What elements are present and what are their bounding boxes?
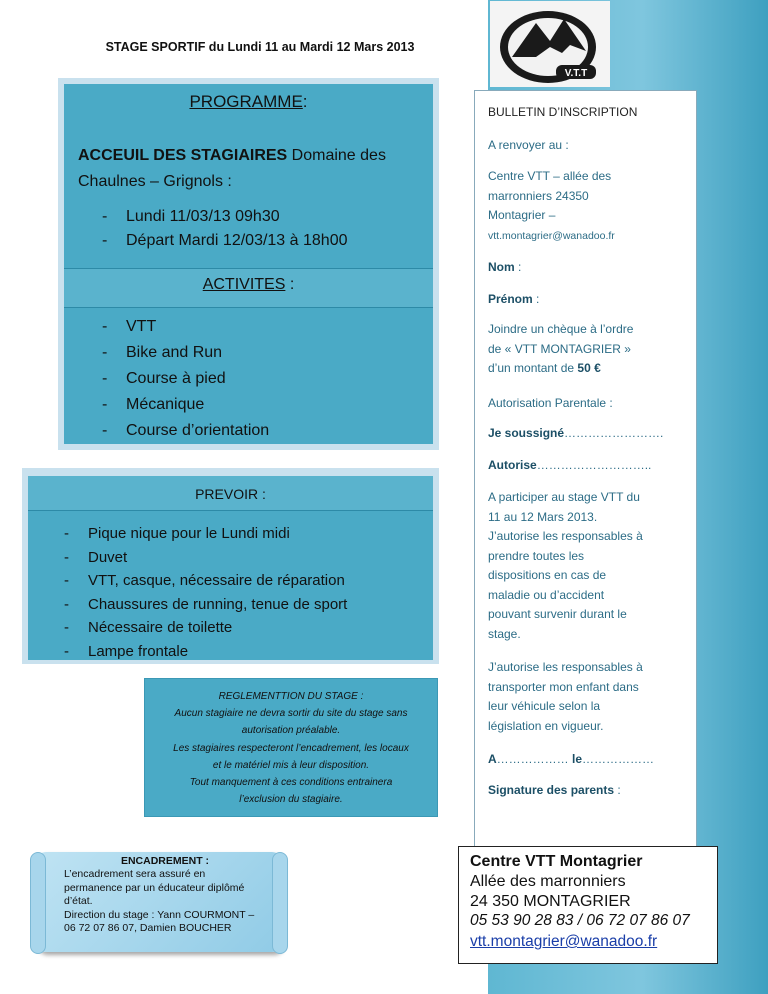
logo-text: V.T.T: [564, 68, 588, 79]
prevoir-item: - VTT, casque, nécessaire de réparation: [64, 569, 347, 593]
date-item: - Lundi 11/03/13 09h30: [102, 205, 347, 229]
dates-list: [102, 205, 347, 253]
prevoir-item: - Nécessaire de toilette: [64, 616, 347, 640]
bulletin-address: Centre VTT – allée des marronniers 24350 Montagrier –: [488, 169, 612, 222]
encadrement-title: ENCADREMENT :: [120, 855, 210, 867]
autorise-field: Autorise………………………..: [488, 458, 652, 472]
activites-list: [102, 314, 269, 444]
nom-field: Nom :: [488, 260, 522, 274]
activite-item: - Course d’orientation: [102, 418, 269, 444]
contact-email-link[interactable]: vtt.montagrier@wanadoo.fr: [470, 933, 658, 950]
programme-title: PROGRAMME:: [189, 92, 308, 111]
prevoir-item: - Lampe frontale: [64, 640, 347, 664]
autorisation-title: Autorisation Parentale :: [488, 396, 613, 410]
activite-item: - Bike and Run: [102, 340, 269, 366]
prenom-field: Prénom :: [488, 292, 540, 306]
activite-item: - VTT: [102, 314, 269, 340]
renvoyer-text: A renvoyer au :: [488, 138, 569, 152]
contact-phones: 05 53 90 28 83 / 06 72 07 86 07: [470, 912, 690, 929]
activites-title: ACTIVITES :: [202, 276, 295, 293]
prevoir-item: - Chaussures de running, tenue de sport: [64, 593, 347, 617]
lieu-date-field: A……………… le………………: [488, 752, 655, 766]
prevoir-title: PREVOIR :: [195, 486, 266, 502]
cheque-text: Joindre un chèque à l’ordre de « VTT MONTAGRIER » d’un montant de 50 €: [488, 322, 634, 375]
transporter-text: J’autorise les responsables à transporter mon enfant dans leur véhicule selon la législation en vigueur.: [488, 660, 643, 733]
encadrement-text: L’encadrement sera assuré en permanence par un éducateur diplômé d’état. Direction du stage : Yann COURMONT – 06 72 07 86 07, Damien BOUCHER: [64, 868, 255, 935]
contact-street: Allée des marronniers: [470, 873, 626, 890]
reglementation-text: REGLEMENTTION DU STAGE : Aucun stagiaire ne devra sortir du site du stage sans autorisation préalable. Les stagiaires respecteront l’encadrement, les locaux et le matériel mis à leur disposition. Tout manquement à ces conditions entrainera l’exclusion du stagiaire.: [173, 691, 409, 806]
page-header: STAGE SPORTIF du Lundi 11 au Mardi 12 Mars 2013: [105, 40, 415, 54]
bulletin-email: vtt.montagrier@wanadoo.fr: [488, 230, 615, 242]
bulletin-title: BULLETIN D’INSCRIPTION: [488, 105, 638, 119]
contact-name: Centre VTT Montagrier: [470, 853, 643, 870]
accueil-text: ACCEUIL DES STAGIAIRES Domaine des Chaulnes – Grignols :: [78, 147, 386, 190]
participer-text: A participer au stage VTT du 11 au 12 Mars 2013. J’autorise les responsables à prendre toutes les dispositions en cas de maladie ou d’accident pouvant survenir durant le stage.: [488, 490, 643, 641]
soussigne-field: Je soussigné…………………….: [488, 426, 664, 440]
signature-field: Signature des parents :: [488, 783, 621, 797]
contact-city: 24 350 MONTAGRIER: [470, 893, 631, 910]
prevoir-list: [64, 522, 347, 663]
activite-item: - Mécanique: [102, 392, 269, 418]
activite-item: - Course à pied: [102, 366, 269, 392]
prevoir-item: - Pique nique pour le Lundi midi: [64, 522, 347, 546]
vtt-logo: [490, 1, 610, 87]
prevoir-item: - Duvet: [64, 546, 347, 570]
date-item: - Départ Mardi 12/03/13 à 18h00: [102, 229, 347, 253]
